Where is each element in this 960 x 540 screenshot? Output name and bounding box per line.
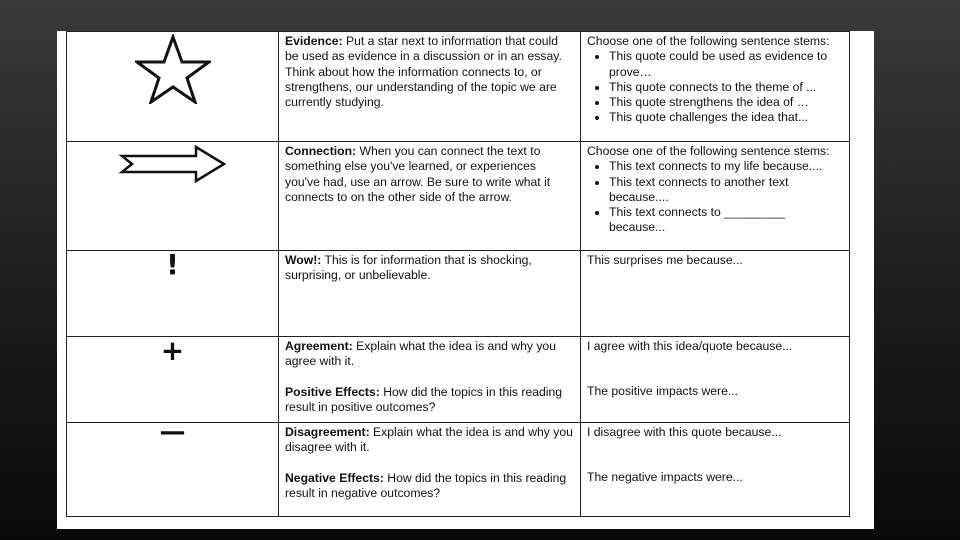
list-item: • This quote connects to the theme of ...	[609, 80, 843, 95]
term-description: This is for information that is shocking, surprising, or unbelievable.	[285, 253, 532, 283]
term-label: Negative Effects:	[285, 470, 384, 485]
arrow-icon	[118, 144, 228, 184]
term-label: Disagreement:	[285, 425, 370, 439]
term-label: Wow!:	[285, 253, 322, 267]
stems-cell	[581, 423, 850, 517]
term-description: When you can connect the text to something else you've learned, or experiences you've had, use an arrow. Be sure to write what it connects to on the other side of the arrow.	[285, 144, 551, 204]
description-cell	[279, 337, 581, 423]
stems-cell	[581, 32, 850, 142]
description-cell	[279, 251, 581, 337]
table-row-disagreement	[67, 423, 850, 517]
stem-text: This surprises me because...	[587, 253, 743, 267]
exclamation-icon: !	[166, 250, 179, 281]
plus-icon: +	[160, 336, 185, 367]
table-row-connection	[67, 142, 850, 251]
symbol-cell	[67, 423, 279, 517]
stems-intro: Choose one of the following sentence stems:	[587, 144, 830, 158]
term-label: Agreement:	[285, 339, 353, 353]
list-item: • This quote challenges the idea that...	[609, 110, 843, 125]
description-cell	[279, 423, 581, 517]
stem-text: The negative impacts were...	[587, 470, 743, 485]
table-row-evidence	[67, 32, 850, 142]
stems-cell	[581, 142, 850, 251]
list-item: • This text connects to another text because....	[609, 175, 843, 206]
star-icon	[135, 34, 211, 104]
stem-text: I disagree with this quote because...	[587, 425, 782, 439]
description-cell	[279, 142, 581, 251]
stem-list	[587, 49, 843, 125]
term-label: Positive Effects:	[285, 384, 380, 399]
stem-list	[587, 159, 843, 235]
term-description: Explain what the idea is and why you disagree with it.	[285, 425, 573, 455]
symbol-cell	[67, 337, 279, 423]
symbol-cell	[67, 251, 279, 337]
term-label: Connection:	[285, 144, 357, 158]
stems-cell	[581, 251, 850, 337]
description-cell	[279, 32, 581, 142]
symbol-cell	[67, 32, 279, 142]
stem-text: The positive impacts were...	[587, 384, 739, 399]
term-description: Put a star next to information that could be used as evidence in a discussion or in an essay. Think about how the information connects to, or strengthens, our understanding of the topic we are currently studying.	[285, 34, 562, 110]
stems-intro: Choose one of the following sentence stems:	[587, 34, 830, 48]
table-row-agreement	[67, 337, 850, 423]
stem-text: I agree with this idea/quote because...	[587, 339, 793, 353]
term-label: Evidence:	[285, 34, 343, 48]
minus-icon: —	[159, 422, 186, 447]
list-item: • This text connects to my life because....	[609, 159, 843, 174]
list-item: • This quote strengthens the idea of …	[609, 95, 843, 110]
list-item: • This text connects to _________ because...	[609, 205, 843, 236]
term-description: How did the topics in this reading result in positive outcomes?	[285, 384, 563, 414]
document-page	[57, 31, 874, 529]
stems-cell	[581, 337, 850, 423]
term-description: How did the topics in this reading result in negative outcomes?	[285, 470, 567, 500]
annotation-guide-table	[66, 31, 850, 517]
list-item: • This quote could be used as evidence to prove…	[609, 49, 843, 80]
term-description: Explain what the idea is and why you agree with it.	[285, 339, 556, 369]
table-row-wow	[67, 251, 850, 337]
symbol-cell	[67, 142, 279, 251]
